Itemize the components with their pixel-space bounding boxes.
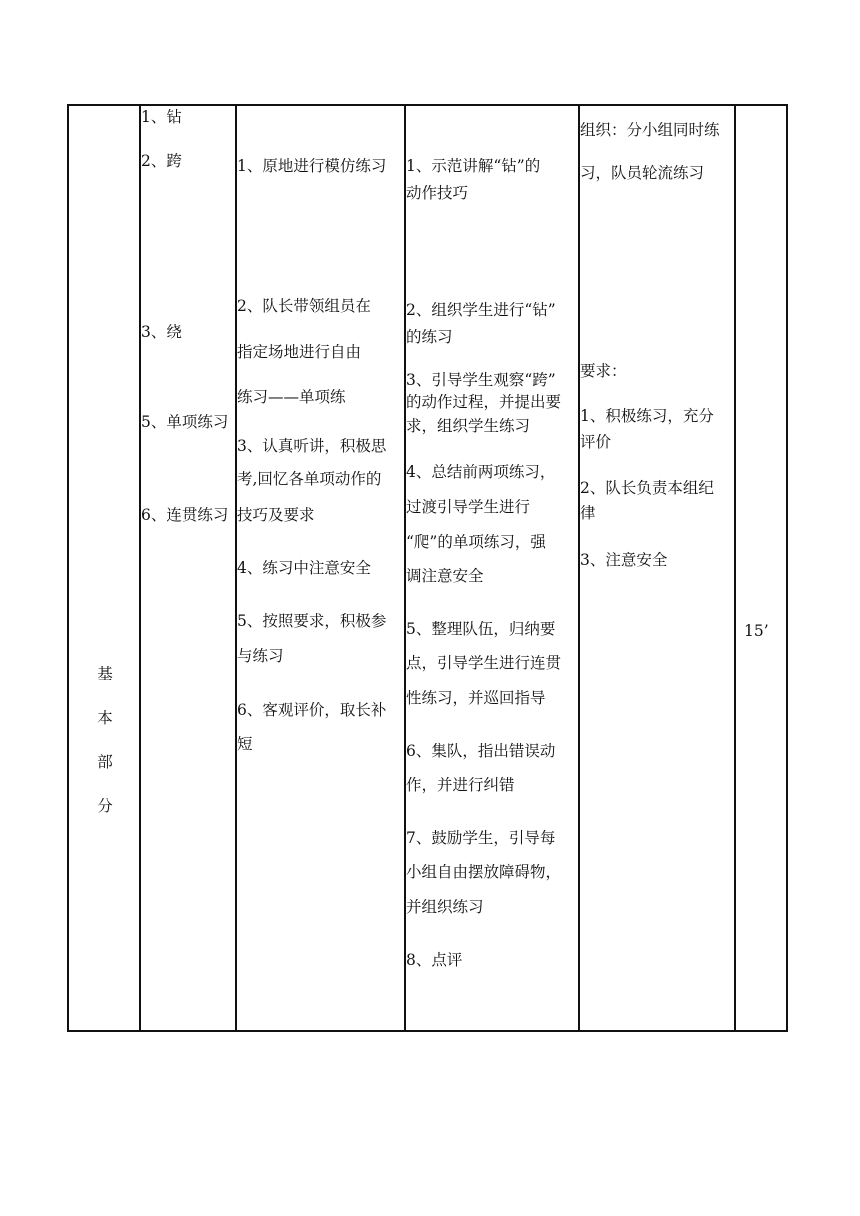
- organization-line: 组织：分小组同时练: [580, 121, 720, 139]
- teacher-activity-line: 并组织练习: [406, 898, 484, 916]
- teacher-activity-line: 求，组织学生练习: [406, 417, 531, 435]
- section-label-char: 基: [97, 665, 113, 683]
- column-divider: [139, 104, 141, 1032]
- requirement-line: 评价: [580, 433, 612, 451]
- student-activity-line: 1、原地进行模仿练习: [237, 157, 387, 175]
- content-item: 1、钻: [141, 108, 182, 126]
- requirement-line: 律: [580, 504, 596, 522]
- teacher-activity-line: 7、鼓励学生，引导每: [406, 829, 556, 847]
- teacher-activity-line: 6、集队，指出错误动: [406, 742, 556, 760]
- requirements-heading: 要求：: [580, 362, 627, 380]
- teacher-activity-line: “爬”的单项练习，强: [406, 533, 546, 551]
- teacher-activity-line: 小组自由摆放障碍物，: [406, 863, 562, 881]
- requirement-line: 1、积极练习，充分: [580, 407, 714, 425]
- student-activity-line: 与练习: [237, 647, 284, 665]
- teacher-activity-line: 性练习，并巡回指导: [406, 689, 546, 707]
- teacher-activity-line: 3、引导学生观察“跨”: [406, 371, 556, 389]
- section-label-char: 分: [97, 797, 113, 815]
- student-activity-line: 考,回忆各单项动作的: [237, 470, 382, 488]
- content-item: 6、连贯练习: [141, 506, 229, 524]
- table-bottom-border: [67, 1030, 787, 1032]
- teacher-activity-line: 1、示范讲解“钻”的: [406, 157, 541, 175]
- requirement-line: 2、队长负责本组纪: [580, 479, 714, 497]
- teacher-activity-line: 5、整理队伍，归纳要: [406, 620, 556, 638]
- student-activity-line: 指定场地进行自由: [237, 343, 362, 361]
- teacher-activity-line: 动作技巧: [406, 184, 469, 202]
- teacher-activity-line: 调注意安全: [406, 567, 484, 585]
- content-item: 3、绕: [141, 323, 182, 341]
- teacher-activity-line: 的动作过程，并提出要: [406, 393, 562, 411]
- student-activity-line: 5、按照要求，积极参: [237, 612, 387, 630]
- organization-line: 习，队员轮流练习: [580, 164, 705, 182]
- student-activity-line: 练习——单项练: [237, 388, 346, 406]
- table-top-border: [67, 104, 787, 106]
- column-divider: [67, 104, 69, 1032]
- teacher-activity-line: 作，并进行纠错: [406, 776, 515, 794]
- column-divider: [786, 104, 788, 1032]
- teacher-activity-line: 的练习: [406, 328, 453, 346]
- student-activity-line: 4、练习中注意安全: [237, 559, 371, 577]
- teacher-activity-line: 4、总结前两项练习，: [406, 463, 556, 481]
- content-item: 5、单项练习: [141, 413, 229, 431]
- student-activity-line: 短: [237, 735, 253, 753]
- section-label-char: 部: [97, 753, 113, 771]
- teacher-activity-line: 2、组织学生进行“钻”: [406, 301, 556, 319]
- column-divider: [734, 104, 736, 1032]
- content-item: 2、跨: [141, 152, 182, 170]
- teacher-activity-line: 点，引导学生进行连贯: [406, 654, 562, 672]
- student-activity-line: 3、认真听讲，积极思: [237, 437, 387, 455]
- teacher-activity-line: 过渡引导学生进行: [406, 498, 531, 516]
- student-activity-line: 技巧及要求: [237, 506, 315, 524]
- student-activity-line: 6、客观评价，取长补: [237, 701, 387, 719]
- time-value: 15’: [744, 622, 769, 640]
- teacher-activity-line: 8、点评: [406, 951, 463, 969]
- student-activity-line: 2、队长带领组员在: [237, 297, 371, 315]
- requirement-line: 3、注意安全: [580, 551, 668, 569]
- section-label-char: 本: [97, 709, 113, 727]
